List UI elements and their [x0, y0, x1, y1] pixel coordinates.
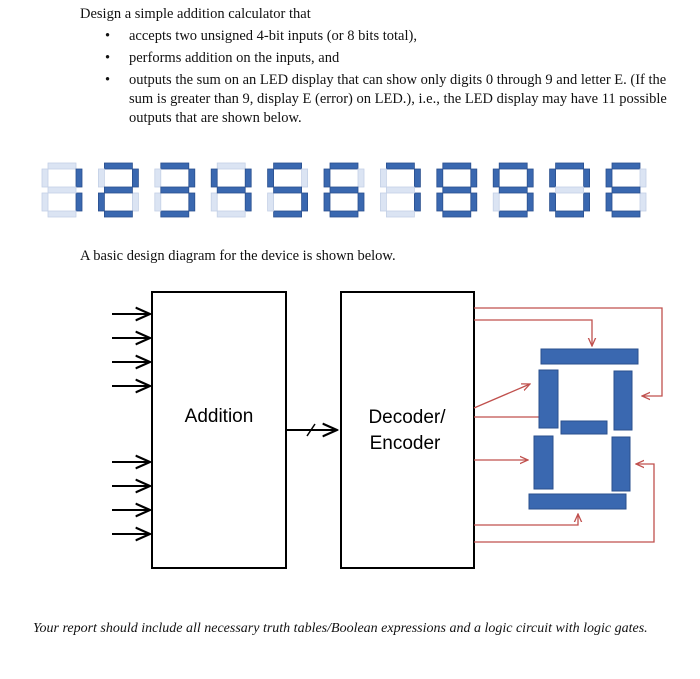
segment-c	[584, 193, 590, 211]
digit-6	[324, 163, 364, 217]
segment-d	[529, 494, 626, 509]
segment-e	[380, 193, 386, 211]
segment-f	[493, 169, 499, 187]
segment-e	[155, 193, 161, 211]
segment-f	[324, 169, 330, 187]
segment-c	[245, 193, 251, 211]
seven-segment-outputs	[38, 160, 658, 220]
wire-segment-a	[474, 320, 592, 346]
segment-g	[561, 421, 607, 434]
segment-c	[358, 193, 364, 211]
segment-d	[556, 211, 584, 217]
intro-text: Design a simple addition calculator that	[80, 6, 311, 22]
design-diagram	[0, 280, 700, 580]
segment-f	[98, 169, 104, 187]
segment-c	[471, 193, 477, 211]
segment-e	[606, 193, 612, 211]
segment-b	[471, 169, 477, 187]
segment-g	[443, 187, 471, 193]
requirements-list	[105, 27, 685, 128]
segment-c	[612, 437, 630, 491]
segment-c	[76, 193, 82, 211]
requirement-item	[105, 27, 685, 46]
segment-e	[534, 436, 553, 489]
segment-a	[330, 163, 358, 169]
segment-d	[443, 211, 471, 217]
segment-g	[499, 187, 527, 193]
segment-b	[189, 169, 195, 187]
segment-a	[161, 163, 189, 169]
segment-f	[211, 169, 217, 187]
segment-b	[76, 169, 82, 187]
digit-4	[211, 163, 251, 217]
bullet-icon: •	[105, 50, 111, 66]
segment-e	[550, 193, 556, 211]
requirement-text: performs addition on the inputs, and	[129, 50, 340, 66]
segment-b	[302, 169, 308, 187]
segment-d	[217, 211, 245, 217]
segment-e	[98, 193, 104, 211]
segment-g	[104, 187, 132, 193]
decoder-label-line2: Encoder	[369, 433, 441, 454]
segment-d	[330, 211, 358, 217]
decoder-block	[341, 292, 474, 568]
segment-g	[274, 187, 302, 193]
digit-8	[437, 163, 477, 217]
diagram-caption: A basic design diagram for the device is shown below.	[80, 248, 396, 264]
segment-b	[584, 169, 590, 187]
segment-e	[211, 193, 217, 211]
segment-d	[48, 211, 76, 217]
segment-a	[612, 163, 640, 169]
segment-e	[493, 193, 499, 211]
segment-f	[437, 169, 443, 187]
segment-e	[42, 193, 48, 211]
report-instructions: Your report should include all necessary truth tables/Boolean expressions and a logic circuit with logic gates.	[33, 621, 648, 636]
segment-g	[48, 187, 76, 193]
segment-d	[161, 211, 189, 217]
bullet-icon: •	[105, 72, 111, 88]
segment-a	[541, 349, 638, 364]
wire-segment-d	[474, 514, 578, 525]
segment-g	[556, 187, 584, 193]
segment-b	[358, 169, 364, 187]
segment-g	[612, 187, 640, 193]
segment-c	[527, 193, 533, 211]
segment-b	[614, 371, 632, 430]
bullet-icon: •	[105, 28, 111, 44]
segment-g	[161, 187, 189, 193]
segment-d	[104, 211, 132, 217]
segment-g	[217, 187, 245, 193]
segment-e	[437, 193, 443, 211]
segment-a	[443, 163, 471, 169]
digit-5	[268, 163, 308, 217]
segment-b	[132, 169, 138, 187]
addition-label: Addition	[184, 406, 254, 427]
segment-d	[386, 211, 414, 217]
addition-block	[152, 292, 286, 568]
digit-2	[98, 163, 138, 217]
segment-a	[48, 163, 76, 169]
segment-c	[132, 193, 138, 211]
digit-0	[550, 163, 590, 217]
requirement-text: outputs the sum on an LED display that can show only digits 0 through 9 and letter E. (If the sum is greater than 9, display E (error) on LED.), i.e., the LED display may have 11 possible outputs that are shown below.	[129, 72, 667, 126]
segment-f	[155, 169, 161, 187]
decoder-label-line1: Decoder/	[368, 407, 446, 428]
segment-g	[330, 187, 358, 193]
segment-f	[268, 169, 274, 187]
segment-a	[556, 163, 584, 169]
segment-b	[640, 169, 646, 187]
segment-f	[539, 370, 558, 428]
segment-c	[302, 193, 308, 211]
segment-a	[104, 163, 132, 169]
digit-1	[42, 163, 82, 217]
segment-c	[640, 193, 646, 211]
segment-d	[274, 211, 302, 217]
segment-d	[612, 211, 640, 217]
segment-d	[499, 211, 527, 217]
digit-7	[380, 163, 420, 217]
input-arrows	[112, 314, 150, 534]
requirement-item	[105, 71, 685, 128]
segment-e	[268, 193, 274, 211]
wire-segment-f	[474, 384, 530, 408]
segment-c	[414, 193, 420, 211]
digit-9	[493, 163, 533, 217]
segment-a	[217, 163, 245, 169]
segment-f	[606, 169, 612, 187]
segment-b	[527, 169, 533, 187]
segment-f	[380, 169, 386, 187]
digit-3	[155, 163, 195, 217]
segment-b	[245, 169, 251, 187]
segment-f	[550, 169, 556, 187]
digit-E	[606, 163, 646, 217]
segment-e	[324, 193, 330, 211]
large-seven-segment-display	[529, 349, 638, 509]
segment-b	[414, 169, 420, 187]
segment-f	[42, 169, 48, 187]
segment-a	[386, 163, 414, 169]
segment-a	[499, 163, 527, 169]
segment-c	[189, 193, 195, 211]
requirement-item	[105, 49, 685, 68]
segment-g	[386, 187, 414, 193]
segment-a	[274, 163, 302, 169]
requirement-text: accepts two unsigned 4-bit inputs (or 8 bits total),	[129, 28, 417, 44]
